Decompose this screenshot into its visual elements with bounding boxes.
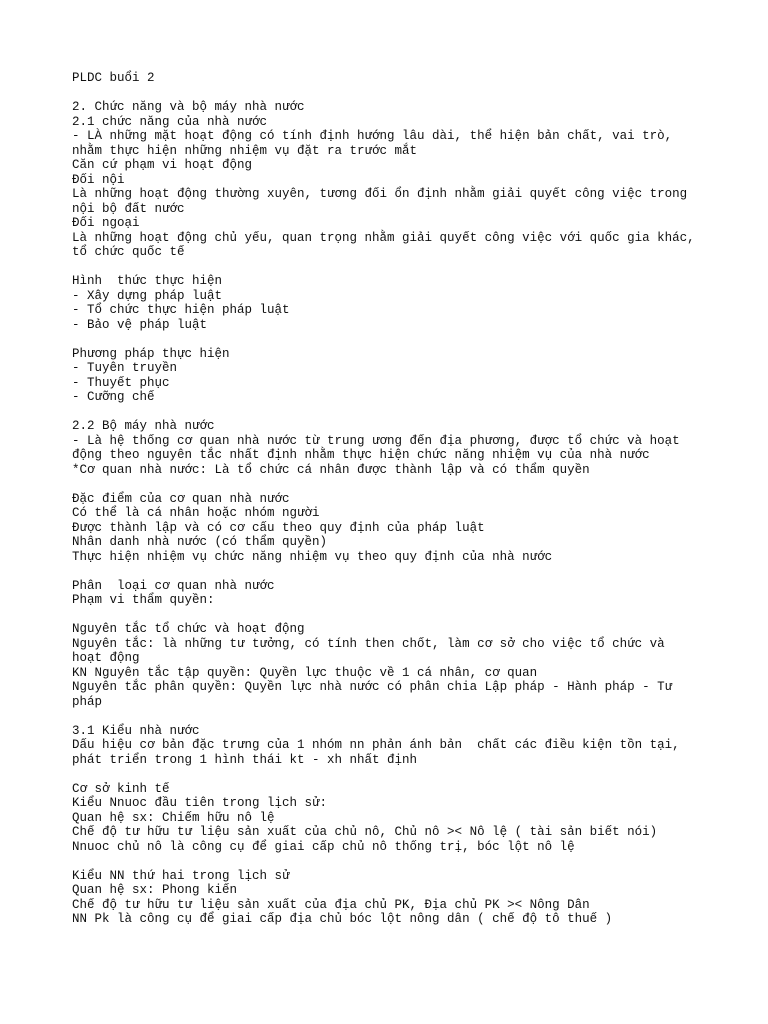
text-line: Có thể là cá nhân hoặc nhóm người [72, 506, 320, 520]
text-line: Đối nội [72, 172, 125, 187]
text-line: Căn cứ phạm vi hoạt động [72, 158, 253, 172]
text-line: - Bảo vệ pháp luật [72, 317, 208, 332]
text-line: Nhân danh nhà nước (có thẩm quyền) [72, 535, 328, 549]
blank-line [72, 86, 712, 101]
text-line: - Thuyết phục [72, 375, 170, 390]
text-line: - Xây dựng pháp luật [72, 288, 223, 303]
blank-line [72, 709, 712, 724]
text-line: Được thành lập và có cơ cấu theo quy định của pháp luật [72, 520, 485, 535]
text-line: Chế độ tư hữu tư liệu sản xuất của chủ nô, Chủ nô >< Nô lệ ( tài sản biết nói) [72, 825, 658, 839]
text-line: Nguyên tắc phân quyền: Quyền lực nhà nước có phân chia Lập pháp - Hành pháp - Tư [72, 680, 673, 694]
text-line: 2. Chức năng và bộ máy nhà nước [72, 100, 305, 114]
text-line: Nnuoc chủ nô là công cụ để giai cấp chủ nô thống trị, bóc lột nô lệ [72, 839, 575, 854]
text-line: - Tuyên truyền [72, 361, 178, 375]
text-line: tổ chức quốc tế [72, 245, 185, 259]
text-line: hoạt động [72, 651, 140, 665]
blank-line [72, 767, 712, 782]
text-line: Là những hoạt động thường xuyên, tương đối ổn định nhằm giải quyết công việc trong [72, 187, 688, 201]
text-line: Phân loại cơ quan nhà nước [72, 578, 275, 593]
text-line: - Cưỡng chế [72, 390, 155, 404]
text-line: nhằm thực hiện những nhiệm vụ đặt ra trước mắt [72, 143, 418, 158]
blank-line [72, 564, 712, 579]
text-line: KN Nguyên tắc tập quyền: Quyền lực thuộc về 1 cá nhân, cơ quan [72, 665, 538, 680]
text-line: Đối ngoại [72, 216, 140, 230]
text-line: - Là hệ thống cơ quan nhà nước từ trung ương đến địa phương, được tổ chức và hoạt [72, 433, 680, 448]
text-line: Quan hệ sx: Chiếm hữu nô lệ [72, 810, 275, 825]
blank-line [72, 854, 712, 869]
text-line: phát triển trong 1 hình thái kt - xh nhất định [72, 752, 418, 767]
text-line: Nguyên tắc: là những tư tưởng, có tính then chốt, làm cơ sở cho việc tổ chức và [72, 636, 665, 651]
text-line: - LÀ những mặt hoạt động có tính định hướng lâu dài, thể hiện bản chất, vai trò, [72, 129, 673, 143]
text-line: pháp [72, 694, 103, 709]
text-line: Phương pháp thực hiện [72, 346, 230, 361]
blank-line [72, 260, 712, 275]
text-line: Kiểu NN thứ hai trong lịch sử [72, 868, 290, 883]
text-line: 3.1 Kiểu nhà nước [72, 723, 200, 738]
blank-line [72, 608, 712, 623]
text-line: Dấu hiệu cơ bản đặc trưng của 1 nhóm nn phản ánh bản chất các điều kiện tồn tại, [72, 738, 680, 752]
text-line: Kiểu Nnuoc đầu tiên trong lịch sử: [72, 796, 328, 810]
text-line: Cơ sở kinh tế [72, 781, 170, 796]
text-line: 2.1 chức năng của nhà nước [72, 114, 268, 129]
text-line: NN Pk là công cụ để giai cấp địa chủ bóc lột nông dân ( chế độ tô thuế ) [72, 912, 613, 926]
text-line: động theo nguyên tắc nhất định nhằm thực hiện chức năng nhiệm vụ của nhà nước [72, 448, 650, 462]
text-line: Nguyên tắc tổ chức và hoạt động [72, 622, 305, 636]
text-line: *Cơ quan nhà nước: Là tổ chức cá nhân được thành lập và có thẩm quyền [72, 462, 590, 477]
text-line: Quan hệ sx: Phong kiến [72, 883, 238, 897]
text-line: Là những hoạt động chủ yếu, quan trọng nhằm giải quyết công việc với quốc gia khác, [72, 230, 695, 245]
text-line: Thực hiện nhiệm vụ chức năng nhiệm vụ theo quy định của nhà nước [72, 549, 553, 564]
document-body [72, 71, 712, 927]
blank-line [72, 405, 712, 420]
text-line: Đặc điểm của cơ quan nhà nước [72, 491, 290, 506]
blank-line [72, 477, 712, 492]
text-line: Hình thức thực hiện [72, 274, 223, 288]
document-title: PLDC buổi 2 [72, 71, 155, 85]
blank-line [72, 332, 712, 347]
document-page [72, 71, 712, 927]
text-line: 2.2 Bộ máy nhà nước [72, 419, 215, 433]
text-line: Chế độ tư hữu tư liệu sản xuất của địa chủ PK, Địa chủ PK >< Nông Dân [72, 897, 590, 912]
text-line: nội bộ đất nước [72, 201, 185, 216]
text-line: - Tổ chức thực hiện pháp luật [72, 303, 290, 317]
text-line: Phạm vi thẩm quyền: [72, 593, 215, 607]
